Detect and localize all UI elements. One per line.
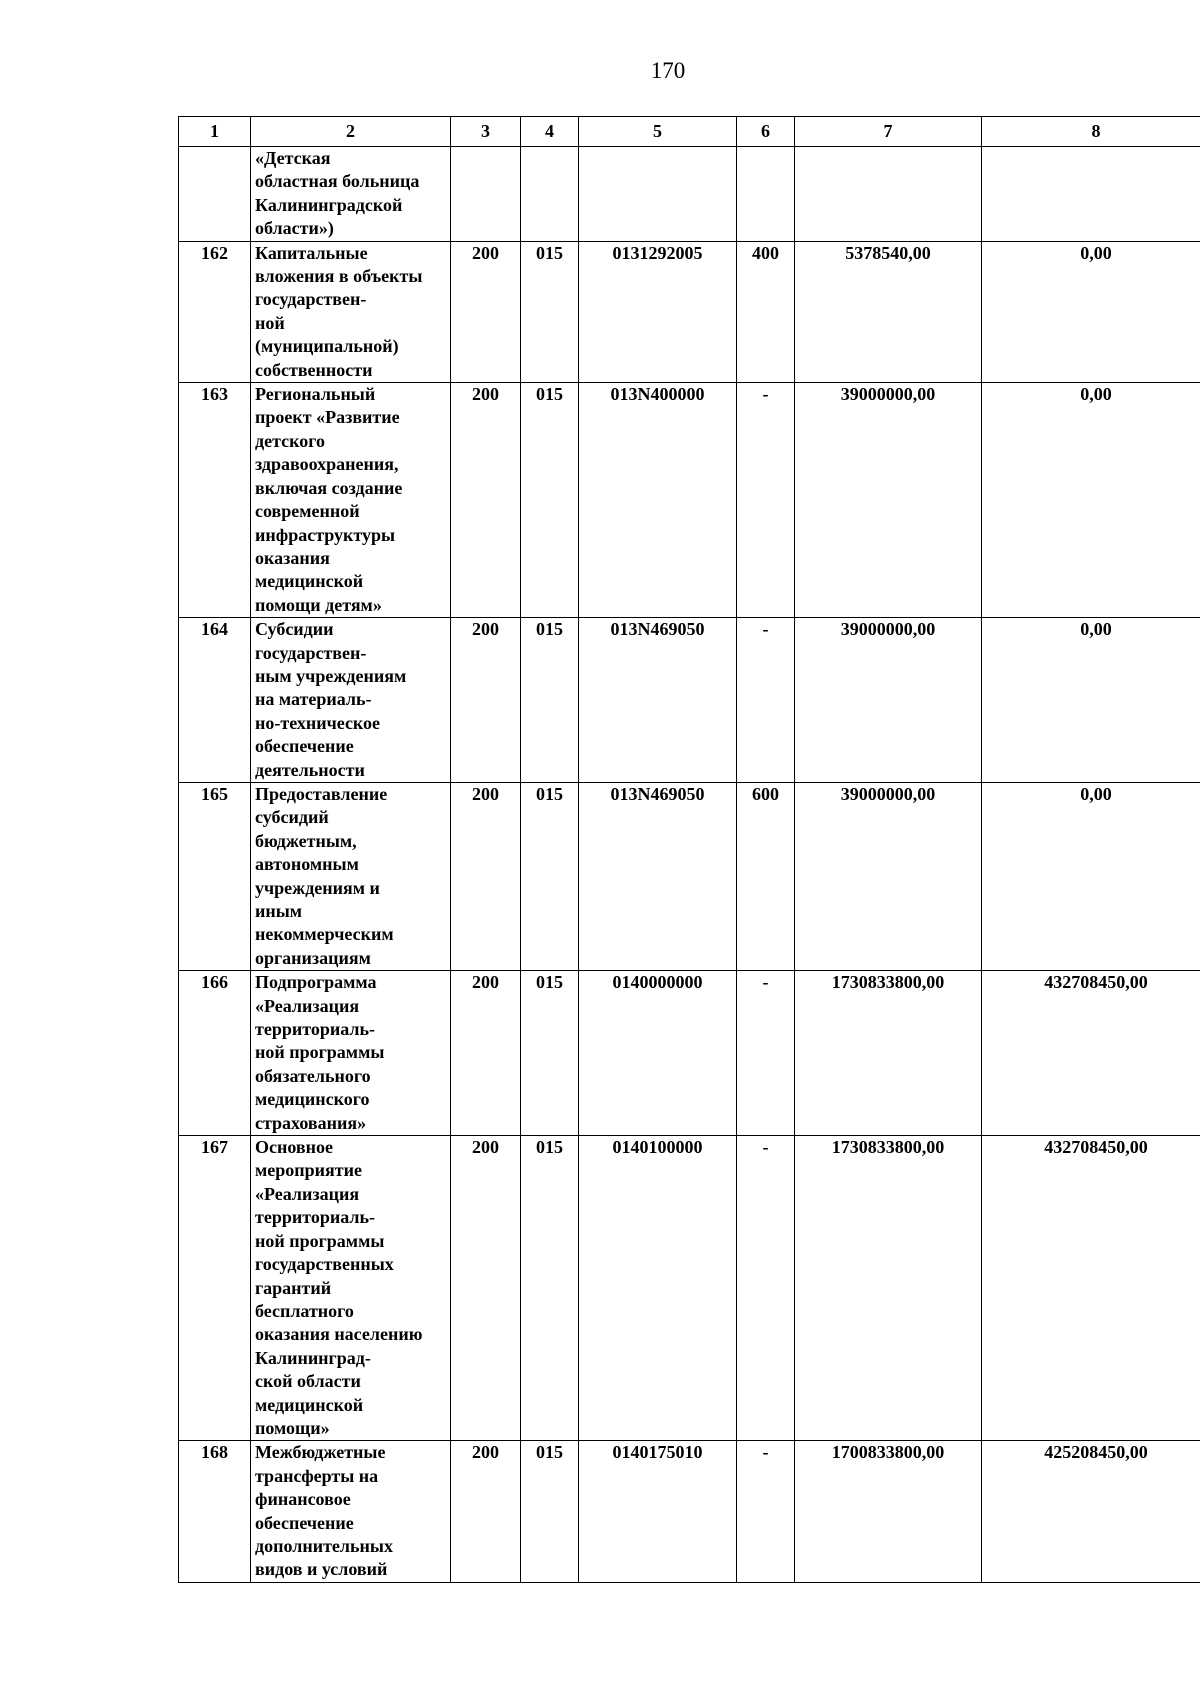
table-row [179, 971, 1200, 1136]
row-c5: 013N400000 [579, 383, 737, 618]
table-row [179, 1441, 1200, 1582]
col-header-1: 1 [179, 117, 251, 147]
col-header-6: 6 [737, 117, 795, 147]
table-row [179, 1136, 1200, 1441]
table-row [179, 383, 1200, 618]
row-c7: 1730833800,00 [795, 1136, 982, 1441]
row-c5: 013N469050 [579, 618, 737, 783]
row-c4: 015 [521, 618, 579, 783]
row-c3: 200 [451, 1136, 521, 1441]
row-c4: 015 [521, 383, 579, 618]
row-number: 162 [179, 241, 251, 382]
row-c4: 015 [521, 1136, 579, 1441]
row-c7: 1730833800,00 [795, 971, 982, 1136]
row-c4 [521, 147, 579, 242]
table-row [179, 147, 1200, 242]
row-number: 167 [179, 1136, 251, 1441]
row-c5: 0140000000 [579, 971, 737, 1136]
row-c6: - [737, 1441, 795, 1582]
row-c3: 200 [451, 1441, 521, 1582]
row-number [179, 147, 251, 242]
row-name: Региональный проект «Развитие детского здравоохранения, включая создание современной инфраструктуры оказания медицинской помощи детям» [251, 383, 451, 618]
row-number: 163 [179, 383, 251, 618]
row-c5 [579, 147, 737, 242]
row-c7: 39000000,00 [795, 618, 982, 783]
col-header-3: 3 [451, 117, 521, 147]
row-c6: 600 [737, 782, 795, 970]
row-number: 166 [179, 971, 251, 1136]
row-c8: 0,00 [982, 241, 1200, 382]
col-header-2: 2 [251, 117, 451, 147]
row-c6 [737, 147, 795, 242]
row-number: 164 [179, 618, 251, 783]
row-name: «Детская областная больница Калининградской области») [251, 147, 451, 242]
page-number: 170 [650, 58, 686, 83]
row-name: Межбюджетные трансферты на финансовое обеспечение дополнительных видов и условий [251, 1441, 451, 1582]
row-c5: 0131292005 [579, 241, 737, 382]
row-c6: - [737, 618, 795, 783]
row-number: 165 [179, 782, 251, 970]
row-c6: 400 [737, 241, 795, 382]
row-c8: 0,00 [982, 383, 1200, 618]
table-row [179, 618, 1200, 783]
table-row [179, 782, 1200, 970]
row-c7: 39000000,00 [795, 383, 982, 618]
row-c7 [795, 147, 982, 242]
row-name: Основное мероприятие «Реализация территориаль- ной программы государственных гарантий бесплатного оказания населению Калининград- ской области медицинской помощи» [251, 1136, 451, 1441]
header-row [179, 117, 1200, 147]
row-c5: 013N469050 [579, 782, 737, 970]
table-row [179, 241, 1200, 382]
row-c3: 200 [451, 971, 521, 1136]
row-c4: 015 [521, 971, 579, 1136]
col-header-7: 7 [795, 117, 982, 147]
row-c5: 0140175010 [579, 1441, 737, 1582]
row-c3: 200 [451, 618, 521, 783]
row-c8 [982, 147, 1200, 242]
col-header-5: 5 [579, 117, 737, 147]
row-c8: 425208450,00 [982, 1441, 1200, 1582]
row-c3: 200 [451, 383, 521, 618]
row-c6: - [737, 383, 795, 618]
budget-table [178, 116, 1200, 1583]
row-c4: 015 [521, 1441, 579, 1582]
row-c7: 1700833800,00 [795, 1441, 982, 1582]
row-c4: 015 [521, 241, 579, 382]
row-c4: 015 [521, 782, 579, 970]
row-name: Субсидии государствен- ным учреждениям на материаль- но-техническое обеспечение деятельности [251, 618, 451, 783]
row-c3 [451, 147, 521, 242]
row-c5: 0140100000 [579, 1136, 737, 1441]
row-c6: - [737, 971, 795, 1136]
row-c3: 200 [451, 782, 521, 970]
col-header-8: 8 [982, 117, 1200, 147]
row-name: Предоставление субсидий бюджетным, автономным учреждениям и иным некоммерческим организациям [251, 782, 451, 970]
row-c7: 5378540,00 [795, 241, 982, 382]
row-name: Подпрограмма «Реализация территориаль- ной программы обязательного медицинского страхования» [251, 971, 451, 1136]
row-c3: 200 [451, 241, 521, 382]
row-c6: - [737, 1136, 795, 1441]
row-number: 168 [179, 1441, 251, 1582]
row-c8: 0,00 [982, 782, 1200, 970]
col-header-4: 4 [521, 117, 579, 147]
row-c7: 39000000,00 [795, 782, 982, 970]
row-c8: 432708450,00 [982, 1136, 1200, 1441]
row-name: Капитальные вложения в объекты государствен- ной (муниципальной) собственности [251, 241, 451, 382]
row-c8: 432708450,00 [982, 971, 1200, 1136]
row-c8: 0,00 [982, 618, 1200, 783]
